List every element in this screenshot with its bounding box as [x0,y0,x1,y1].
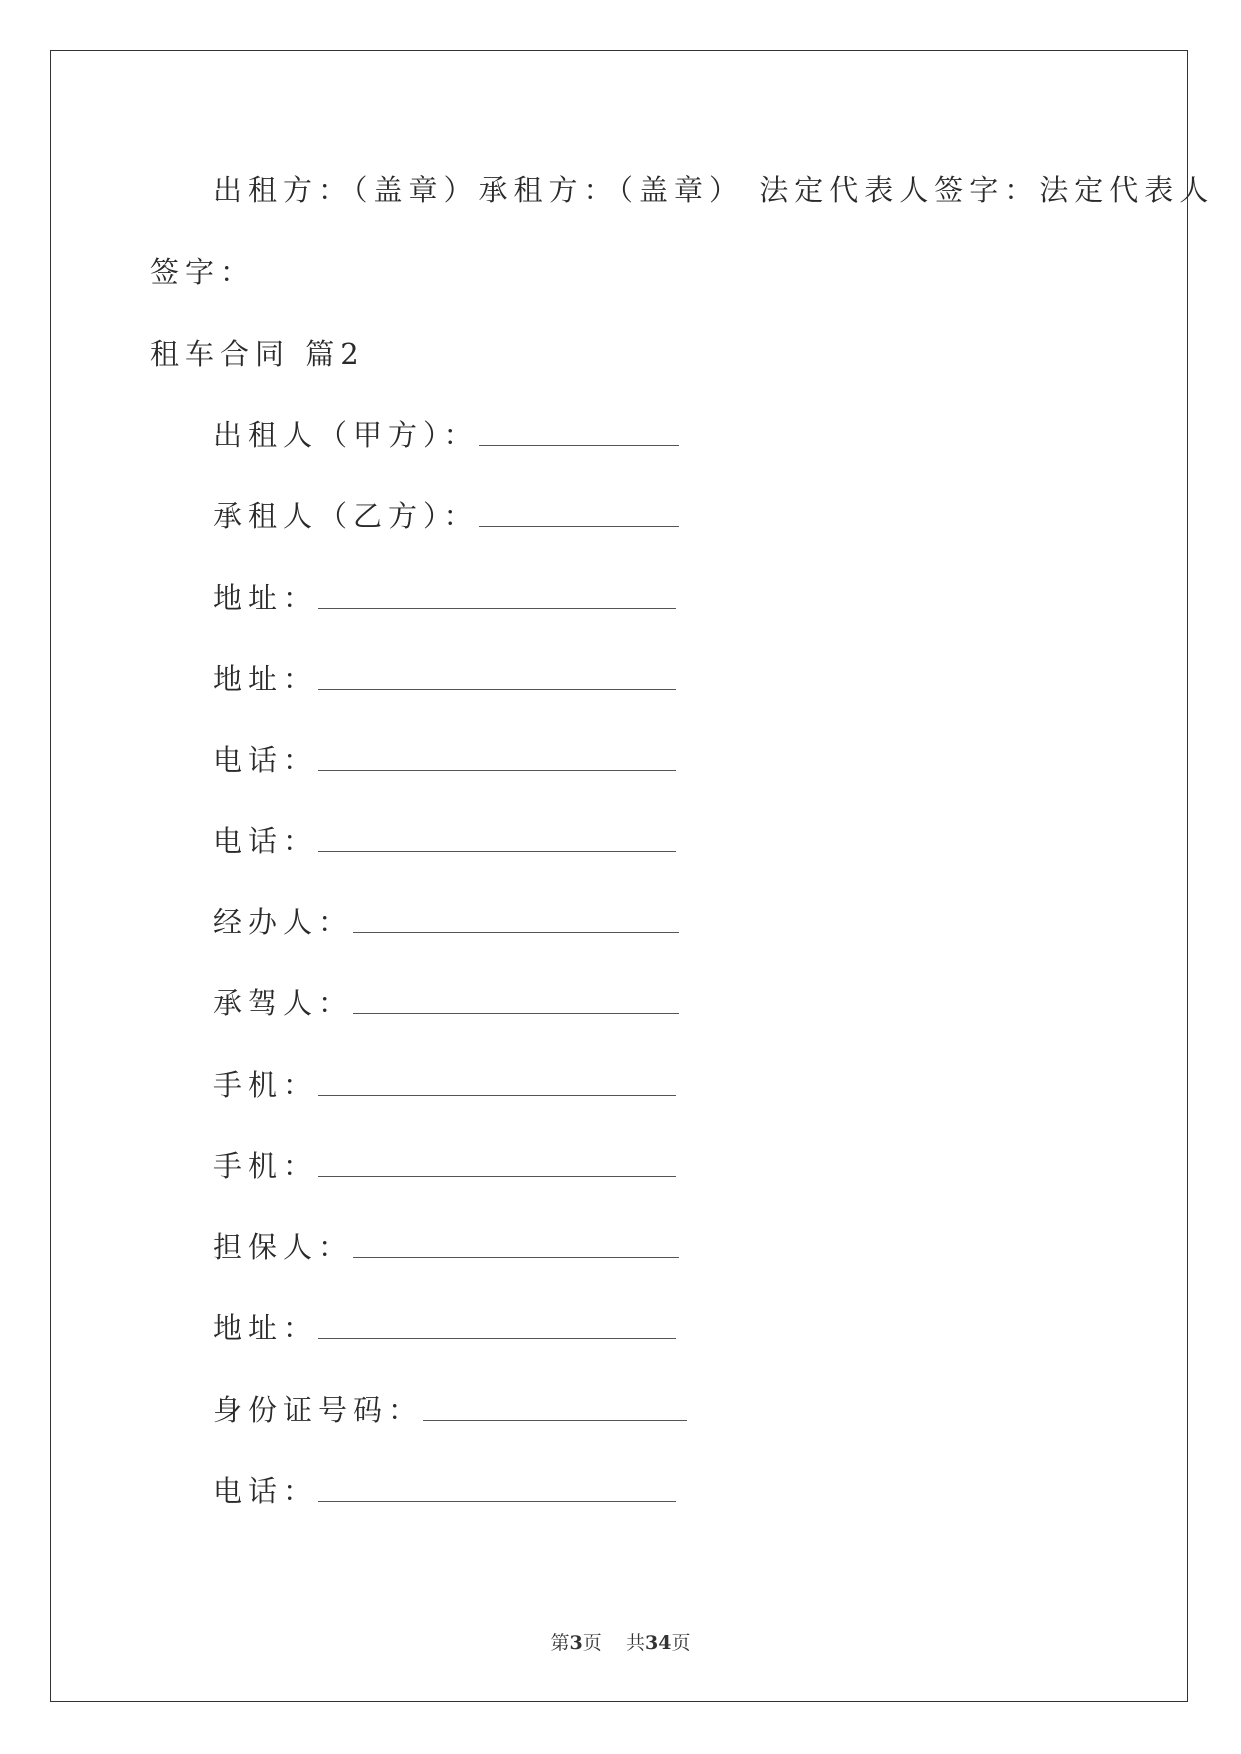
phone-field-3 [213,1473,676,1509]
lessee-label: 承租人（乙方）： [213,499,479,533]
guarantor-field [213,1229,679,1265]
address-field-2 [213,661,676,697]
driver-label: 承驾人： [213,986,354,1020]
phone-field-1 [213,742,676,778]
total-suffix: 页 [671,1632,691,1654]
phone-blank-2[interactable] [318,851,676,852]
id-number-blank[interactable] [423,1420,687,1421]
address-label-3: 地址： [213,1311,319,1345]
signature-line-continuation: 签字： [150,255,256,289]
mobile-blank-2[interactable] [318,1176,676,1177]
lessor-label: 出租人（甲方）： [213,418,479,452]
lessee-field [213,498,679,534]
mobile-field-2 [213,1148,676,1184]
phone-blank-3[interactable] [318,1501,676,1502]
address-field-3 [213,1310,676,1346]
page-current: 3 [569,1632,583,1654]
driver-field [213,985,679,1021]
lessor-field [213,417,679,453]
total-prefix: 共 [625,1632,645,1654]
mobile-field-1 [213,1067,676,1103]
driver-blank[interactable] [353,1013,679,1014]
phone-label-3: 电话： [213,1474,319,1508]
guarantor-label: 担保人： [213,1230,354,1264]
agent-label: 经办人： [213,905,354,939]
lessee-blank[interactable] [479,526,679,527]
page-total: 34 [644,1632,672,1654]
guarantor-blank[interactable] [353,1257,679,1258]
agent-blank[interactable] [353,932,679,933]
phone-label-2: 电话： [213,824,319,858]
agent-field [213,904,679,940]
address-blank-1[interactable] [318,608,676,609]
page-suffix: 页 [582,1632,602,1654]
page-border [50,50,1188,1702]
mobile-label-2: 手机： [213,1149,319,1183]
phone-blank-1[interactable] [318,770,676,771]
page-footer [0,1628,1241,1655]
section-heading: 租车合同 篇2 [150,337,365,371]
id-number-field [213,1392,687,1428]
address-label-1: 地址： [213,581,319,615]
mobile-label-1: 手机： [213,1068,319,1102]
address-blank-3[interactable] [318,1338,676,1339]
phone-field-2 [213,823,676,859]
address-label-2: 地址： [213,662,319,696]
signature-line: 出租方：（盖章）承租方：（盖章） 法定代表人签字：法定代表人 [213,173,1215,207]
phone-label-1: 电话： [213,743,319,777]
mobile-blank-1[interactable] [318,1095,676,1096]
id-number-label: 身份证号码： [213,1393,424,1427]
lessor-blank[interactable] [479,445,679,446]
address-field-1 [213,580,676,616]
address-blank-2[interactable] [318,689,676,690]
page-prefix: 第 [550,1632,570,1654]
